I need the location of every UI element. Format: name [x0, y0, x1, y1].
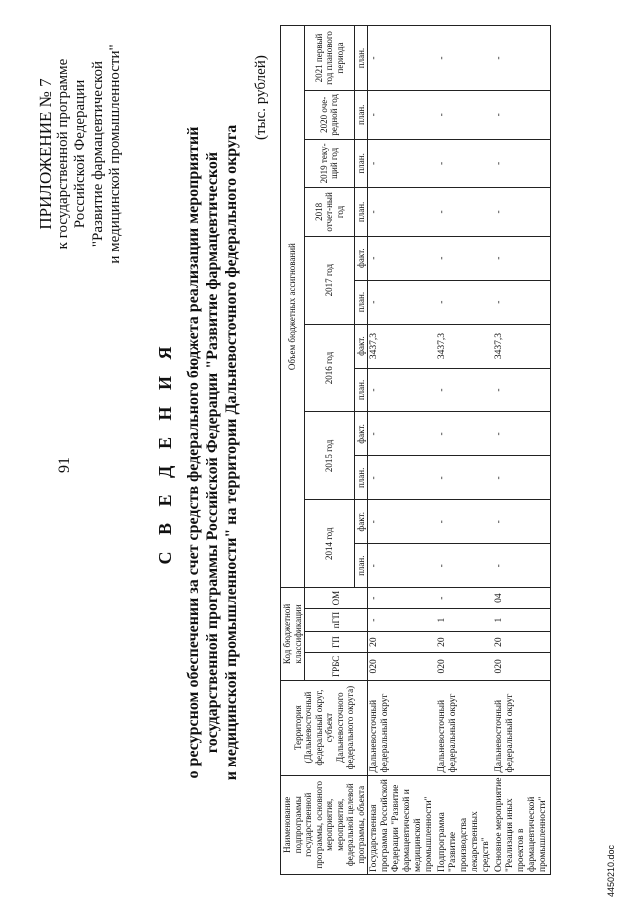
- subtitle-line: и медицинской промышленности" на территории Дальневосточного федерального округа: [223, 124, 240, 781]
- row-value: -: [436, 500, 493, 544]
- row-name: Подпрограмма "Развитие производства лекарственных средств": [436, 775, 493, 874]
- row-value: -: [493, 412, 551, 456]
- row-gp: 20: [368, 632, 437, 653]
- table-row: [368, 26, 437, 875]
- row-value: 3437,3: [493, 324, 551, 368]
- header-plan: план.: [354, 26, 368, 91]
- header-plan: план.: [354, 188, 368, 237]
- row-gp: 20: [493, 632, 551, 653]
- header-code-pgp: пГП: [305, 609, 368, 632]
- document-subtitle: [184, 0, 241, 905]
- header-plan: план.: [354, 280, 368, 324]
- header-plan: план.: [354, 368, 368, 412]
- row-grbs: 020: [493, 652, 551, 680]
- row-value: -: [436, 368, 493, 412]
- row-pgp: -: [368, 609, 437, 632]
- row-value: -: [493, 544, 551, 588]
- row-value: -: [368, 26, 437, 91]
- subtitle-line: государственной программы Российской Федерации "Развитие фармацевтической: [204, 151, 221, 754]
- page-number: 91: [56, 457, 73, 473]
- row-territory: Дальневосточный федеральный округ: [368, 680, 437, 775]
- row-om: 04: [493, 588, 551, 609]
- row-value: -: [493, 188, 551, 237]
- row-om: -: [368, 588, 437, 609]
- subtitle-line: о ресурсном обеспечении за счет средств федерального бюджета реализации мероприятий: [185, 126, 202, 779]
- header-fact: факт.: [354, 236, 368, 280]
- row-value: -: [436, 456, 493, 500]
- row-value: -: [493, 368, 551, 412]
- row-value: -: [493, 139, 551, 188]
- header-fact: факт.: [354, 412, 368, 456]
- appendix-line: "Развитие фармацевтической: [89, 60, 106, 248]
- budget-table: [280, 25, 551, 875]
- row-value: -: [368, 456, 437, 500]
- appendix-header: [37, 25, 125, 283]
- header-fact: факт.: [354, 500, 368, 544]
- header-territory: Территория (Дальневосточный федеральный округ, субъект Дальневосточного федерального округа): [281, 680, 368, 775]
- header-code-gp: ГП: [305, 632, 368, 653]
- row-value: -: [493, 500, 551, 544]
- row-value: -: [493, 236, 551, 280]
- row-name: Государственная программа Российской Федерации "Развитие фармацевтической и медицинской промышленности": [368, 775, 437, 874]
- header-plan: план.: [354, 544, 368, 588]
- row-value: -: [368, 368, 437, 412]
- header-year-2019: 2019 теку-щий год: [305, 139, 355, 188]
- row-gp: 20: [436, 632, 493, 653]
- header-year-2021: 2021 первый год планового периода: [305, 26, 355, 91]
- appendix-line: Российской Федерации: [72, 79, 88, 229]
- row-value: -: [493, 91, 551, 140]
- row-value: -: [436, 236, 493, 280]
- row-territory: Дальневосточный федеральный округ: [436, 680, 493, 775]
- row-value: 3437,3: [368, 324, 437, 368]
- row-value: -: [493, 280, 551, 324]
- appendix-title: ПРИЛОЖЕНИЕ № 7: [36, 78, 55, 230]
- header-year-2018: 2018 отчет-ный год: [305, 188, 355, 237]
- appendix-line: и медицинской промышленности": [107, 44, 123, 264]
- row-value: -: [368, 412, 437, 456]
- row-value: -: [436, 280, 493, 324]
- row-value: -: [368, 500, 437, 544]
- row-value: -: [436, 544, 493, 588]
- header-budget-code: Код бюджетной классификации: [281, 588, 305, 681]
- header-year-2020: 2020 оче-редной год: [305, 91, 355, 140]
- header-year-2017: 2017 год: [305, 236, 355, 324]
- row-value: -: [368, 280, 437, 324]
- header-plan: план.: [354, 91, 368, 140]
- table-row: [493, 26, 551, 875]
- header-plan: план.: [354, 456, 368, 500]
- row-value: -: [493, 456, 551, 500]
- row-value: -: [493, 26, 551, 91]
- row-value: -: [368, 188, 437, 237]
- header-plan: план.: [354, 139, 368, 188]
- header-code-om: ОМ: [305, 588, 368, 609]
- row-value: 3437,3: [436, 324, 493, 368]
- row-pgp: 1: [493, 609, 551, 632]
- row-pgp: 1: [436, 609, 493, 632]
- table-row: [436, 26, 493, 875]
- row-value: -: [436, 412, 493, 456]
- header-budget-volume: Объем бюджетных ассигнований: [281, 26, 305, 588]
- row-value: -: [368, 544, 437, 588]
- row-value: -: [436, 91, 493, 140]
- header-fact: факт.: [354, 324, 368, 368]
- unit-label: (тыс. рублей): [253, 55, 269, 140]
- appendix-line: к государственной программе: [54, 58, 71, 250]
- row-grbs: 020: [436, 652, 493, 680]
- header-code-grbs: ГРБС: [305, 652, 368, 680]
- row-name: Основное мероприятие "Реализация иных проектов в фармацевтической промышленности": [493, 775, 551, 874]
- row-value: -: [436, 26, 493, 91]
- header-year-2016: 2016 год: [305, 324, 355, 412]
- row-value: -: [368, 139, 437, 188]
- row-value: -: [436, 139, 493, 188]
- header-year-2014: 2014 год: [305, 500, 355, 588]
- header-year-2015: 2015 год: [305, 412, 355, 500]
- row-value: -: [368, 91, 437, 140]
- row-om: -: [436, 588, 493, 609]
- row-grbs: 020: [368, 652, 437, 680]
- footer-filename: 4450210.doc: [606, 844, 616, 897]
- row-value: -: [436, 188, 493, 237]
- row-territory: Дальневосточный федеральный округ: [493, 680, 551, 775]
- row-value: -: [368, 236, 437, 280]
- document-title: С В Е Д Е Н И Я: [155, 340, 175, 565]
- header-name: Наименование подпрограммы государственной программы, основного мероприятия, мероприятия, федеральной целевой программы, объекта: [281, 775, 368, 874]
